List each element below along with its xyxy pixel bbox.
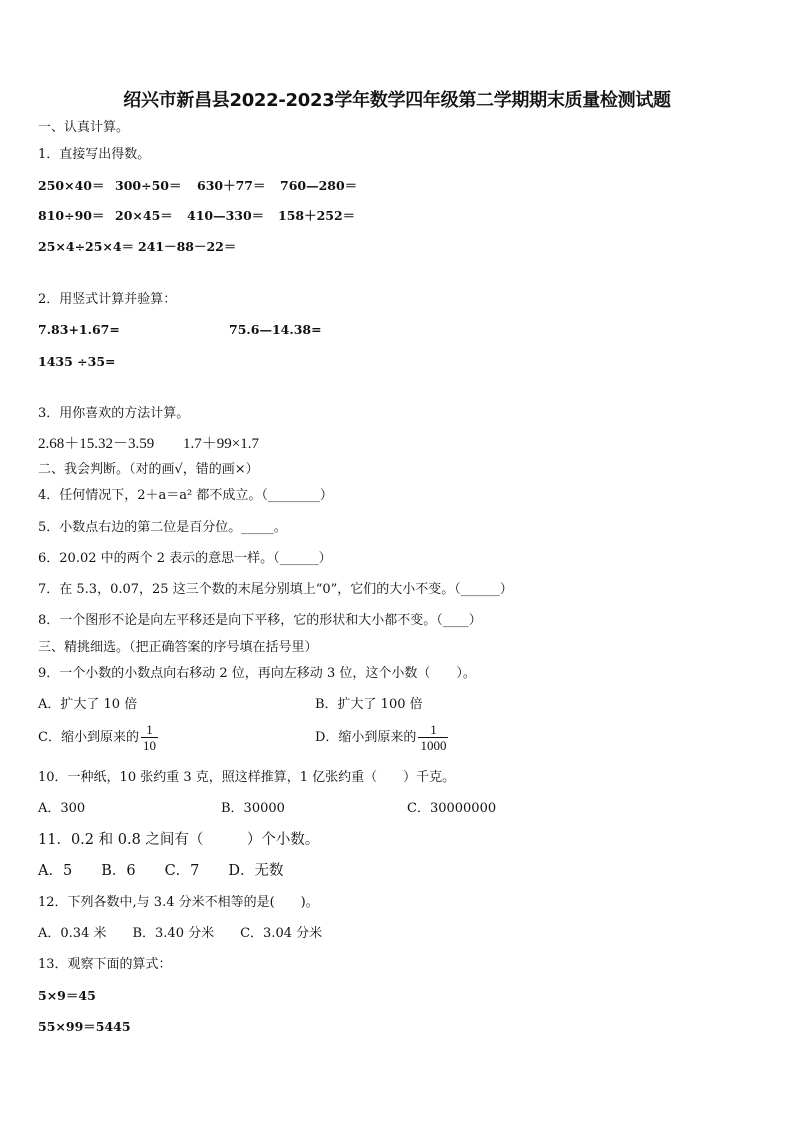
calc-item: 810÷90＝	[38, 208, 105, 223]
fraction	[418, 722, 448, 753]
question-item: 4．任何情况下，2＋a＝a² 都不成立。（________）	[38, 488, 333, 503]
calc-item: 300÷50＝	[115, 178, 182, 193]
q12-stem: 12．下列各数中,与 3.4 分米不相等的是( )。	[38, 895, 319, 910]
q1-row2	[38, 206, 360, 226]
q10-option-c: C．30000000	[407, 801, 497, 816]
denominator: 10	[142, 738, 156, 753]
q9-option-b: B．扩大了 100 倍	[315, 697, 423, 712]
q11-stem: 11．0.2 和 0.8 之间有（ ）个小数。	[38, 832, 320, 848]
numerator: 1	[146, 722, 153, 737]
page-title: 绍兴市新昌县2022-2023学年数学四年级第二学期期末质量检测试题	[123, 90, 671, 111]
calc-item: 7.83+1.67=	[38, 322, 120, 337]
q2-row1	[38, 320, 322, 340]
calc-item: 2.68＋15.32－3.59	[38, 436, 155, 452]
question-item: 8．一个图形不论是向左平移还是向下平移，它的形状和大小都不变。（____）	[38, 613, 482, 628]
q12-options: A．0.34 米 B．3.40 分米 C．3.04 分米	[38, 926, 323, 941]
calc-item: 760—280＝	[280, 178, 358, 193]
q2-label: 2．用竖式计算并验算：	[38, 292, 177, 307]
section3-heading: 三、精挑细选。（把正确答案的序号填在括号里）	[38, 640, 318, 655]
question-item: 5．小数点右边的第二位是百分位。_____。	[38, 520, 287, 535]
calc-item: 75.6—14.38=	[229, 322, 322, 337]
q13-line: 5×9＝45	[38, 988, 96, 1003]
denominator: 1000	[420, 738, 447, 753]
q10-stem: 10．一种纸，10 张约重 3 克，照这样推算，1 亿张约重（ ）千克。	[38, 770, 456, 785]
q9-stem: 9．一个小数的小数点向右移动 2 位，再向左移动 3 位，这个小数（ ）。	[38, 666, 476, 681]
calc-item: 1435 ÷35=	[38, 354, 116, 369]
q13-stem: 13．观察下面的算式：	[38, 957, 172, 972]
q3-row	[38, 434, 259, 454]
calc-item: 410—330＝	[187, 208, 265, 223]
q11-options: A．5 B．6 C．7 D．无数	[38, 863, 284, 879]
calc-item: 1.7＋99×1.7	[183, 436, 259, 452]
option-text: D．缩小到原来的	[315, 730, 417, 745]
q9-option-a: A．扩大了 10 倍	[38, 697, 138, 712]
q2-row2	[38, 352, 115, 372]
q10-option-b: B．30000	[221, 801, 285, 816]
numerator: 1	[430, 722, 437, 737]
q3-label: 3．用你喜欢的方法计算。	[38, 406, 190, 421]
question-item: 7．在 5.3，0.07，25 这三个数的末尾分别填上“0”，它们的大小不变。（______）	[38, 582, 513, 597]
section1-heading: 一、认真计算。	[38, 120, 130, 135]
section2-heading: 二、我会判断。（对的画√，错的画×）	[38, 462, 259, 477]
q1-row3	[38, 237, 248, 257]
question-item: 6．20.02 中的两个 2 表示的意思一样。（______）	[38, 551, 332, 566]
option-text: C．缩小到原来的	[38, 730, 139, 745]
q9-option-c	[38, 722, 158, 753]
calc-item: 25×4÷25×4＝	[38, 239, 135, 254]
calc-item: 630＋77＝	[197, 178, 266, 193]
calc-item: 250×40＝	[38, 178, 105, 193]
calc-item: 241－88－22＝	[138, 239, 237, 254]
calc-item: 158＋252＝	[278, 208, 356, 223]
fraction	[141, 722, 158, 753]
q1-label: 1．直接写出得数。	[38, 147, 151, 162]
q10-option-a: A．300	[38, 801, 86, 816]
q13-line: 55×99＝5445	[38, 1019, 131, 1034]
q9-option-d	[315, 722, 448, 753]
q1-row1	[38, 176, 360, 196]
calc-item: 20×45＝	[115, 208, 173, 223]
